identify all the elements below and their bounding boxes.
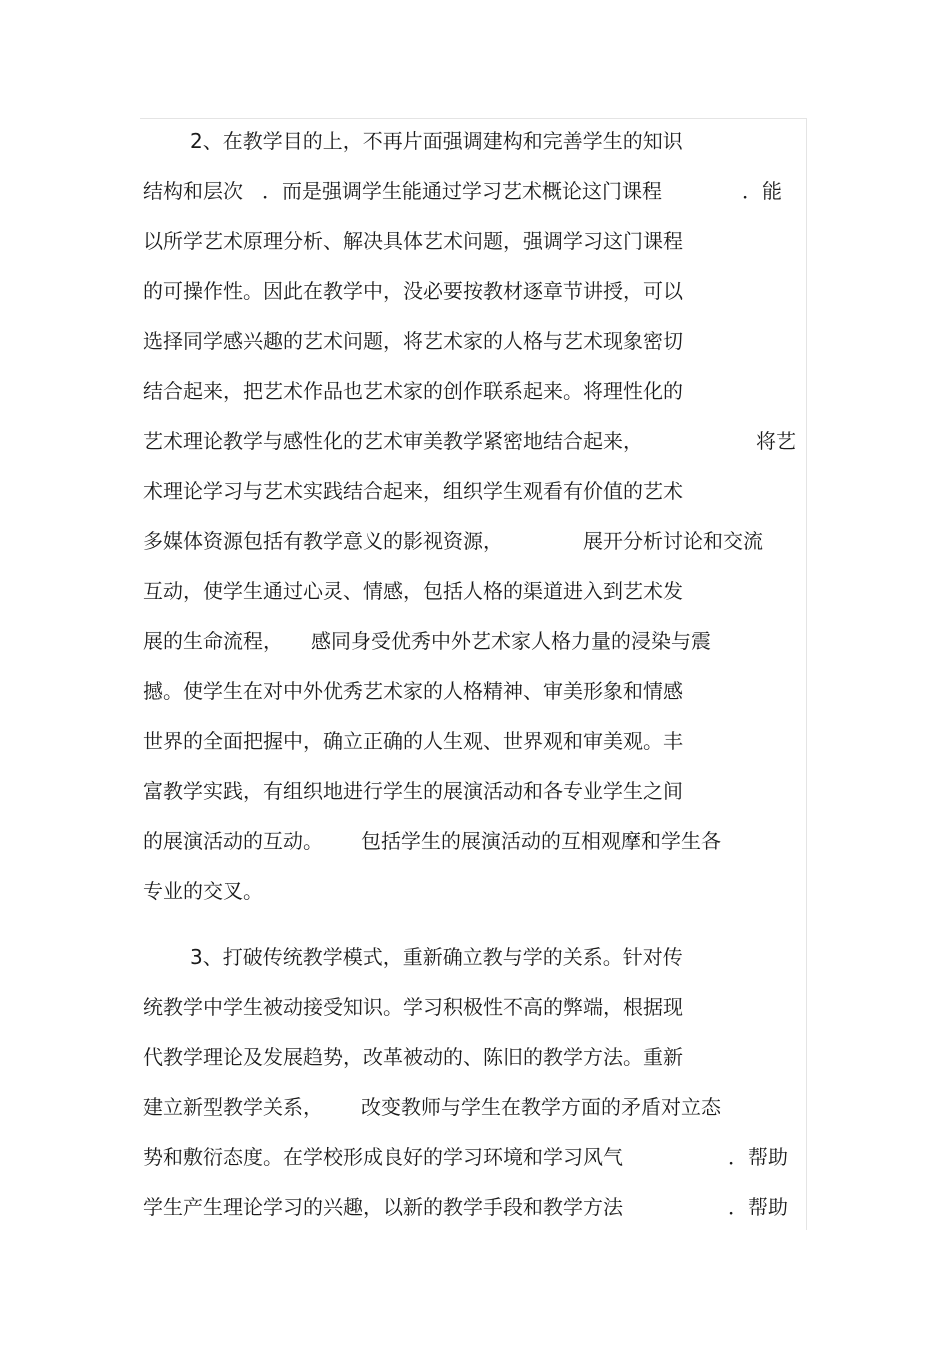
text-segment: 统教学中学生被动接受知识。学习积极性不高的弊端，根据现 [143,995,683,1019]
text-line [0,774,950,808]
text-segment: 富教学实践，有组织地进行学生的展演活动和各专业学生之间 [143,779,683,803]
text-segment: 2、在教学目的上，不再片面强调建构和完善学生的知识 [190,129,683,153]
text-line [0,674,950,708]
text-line [0,1090,950,1124]
text-segment: 3、打破传统教学模式，重新确立教与学的关系。针对传 [190,945,683,969]
text-line [0,1190,950,1224]
text-segment: 改变教师与学生在教学方面的矛盾对立态 [361,1095,721,1119]
text-segment: 包括学生的展演活动的互相观摩和学生各 [361,829,721,853]
text-segment: 将艺 [756,429,796,453]
text-line [0,1040,950,1074]
text-segment: ．而是强调学生能通过学习艺术概论这门课程 [262,179,662,203]
text-segment: 学生产生理论学习的兴趣，以新的教学手段和教学方法 [143,1195,623,1219]
text-segment: 专业的交叉。 [143,879,263,903]
text-line [0,1140,950,1174]
text-segment: 势和敷衍态度。在学校形成良好的学习环境和学习风气 [143,1145,623,1169]
text-segment: 感同身受优秀中外艺术家人格力量的浸染与震 [311,629,711,653]
text-line [0,824,950,858]
text-segment: 结合起来，把艺术作品也艺术家的创作联系起来。将理性化的 [143,379,683,403]
text-line [0,474,950,508]
text-line [0,724,950,758]
text-segment: 选择同学感兴趣的艺术问题，将艺术家的人格与艺术现象密切 [143,329,683,353]
text-segment: 世界的全面把握中，确立正确的人生观、世界观和审美观。丰 [143,729,683,753]
text-segment: 的可操作性。因此在教学中，没必要按教材逐章节讲授，可以 [143,279,683,303]
text-line [0,940,950,974]
text-segment: 艺术理论教学与感性化的艺术审美教学紧密地结合起来， [143,429,643,453]
text-line [0,374,950,408]
text-line [0,124,950,158]
text-segment: 展开分析讨论和交流 [583,529,763,553]
text-line [0,574,950,608]
text-segment: 代教学理论及发展趋势，改革被动的、陈旧的教学方法。重新 [143,1045,683,1069]
text-line [0,174,950,208]
text-segment: ．帮助 [728,1195,788,1219]
text-segment: 多媒体资源包括有教学意义的影视资源， [143,529,503,553]
text-line [0,624,950,658]
text-segment: 互动，使学生通过心灵、情感，包括人格的渠道进入到艺术发 [143,579,683,603]
text-line [0,524,950,558]
text-segment: 的展演活动的互动。 [143,829,323,853]
text-segment: ．能 [742,179,782,203]
text-line [0,990,950,1024]
text-segment: 撼。使学生在对中外优秀艺术家的人格精神、审美形象和情感 [143,679,683,703]
text-line [0,874,950,908]
text-segment: 结构和层次 [143,179,243,203]
text-segment: 建立新型教学关系， [143,1095,323,1119]
text-segment: 术理论学习与艺术实践结合起来，组织学生观看有价值的艺术 [143,479,683,503]
text-line [0,224,950,258]
text-line [0,424,950,458]
text-line [0,324,950,358]
text-line [0,274,950,308]
text-segment: ．帮助 [728,1145,788,1169]
text-segment: 以所学艺术原理分析、解决具体艺术问题，强调学习这门课程 [143,229,683,253]
text-segment: 展的生命流程， [143,629,283,653]
